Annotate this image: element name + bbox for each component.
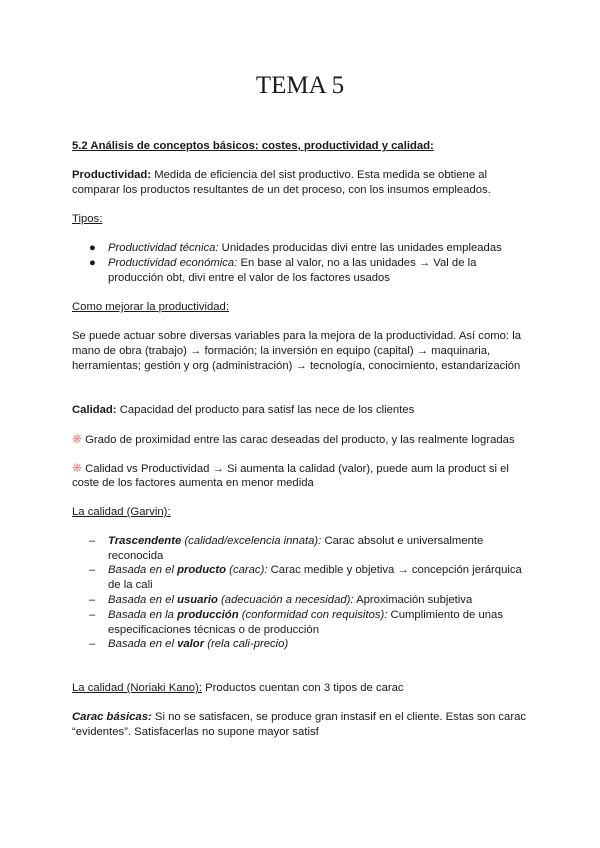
- dash-icon: –: [89, 609, 96, 621]
- tipo-text: Unidades producidas divi entre las unidades empleadas: [218, 242, 502, 254]
- garvin-qualifier: (carac):: [226, 564, 268, 576]
- basicas-line1: Si no se satisfacen, se produce gran instasif en el cliente. Estas son carac: [151, 711, 527, 723]
- section-heading: 5.2 Análisis de conceptos básicos: costes, productividad y calidad:: [72, 140, 434, 152]
- garvin-qualifier: (calidad/excelencia innata):: [181, 535, 322, 547]
- basicas-definition: [72, 710, 526, 725]
- garvin-qualifier: (adecuación a necesidad):: [217, 594, 354, 606]
- bullet-icon: ●: [89, 242, 96, 254]
- mejorar-heading: Como mejorar la productividad:: [72, 301, 229, 313]
- garvin-heading: La calidad (Garvin):: [72, 506, 171, 518]
- calidad-note: [72, 461, 509, 477]
- bullet-icon: ●: [89, 257, 96, 269]
- calidad-note-text: Calidad vs Productividad → Si aumenta la calidad (valor), puede aum la product si el: [85, 463, 509, 475]
- page-title: TEMA 5: [255, 72, 345, 99]
- basicas-line2: “evidentes”. Satisfacerlas no supone mayor satisf: [72, 726, 319, 738]
- calidad-note: [72, 432, 515, 448]
- kano-heading: La calidad (Noriaki Kano):: [72, 682, 202, 694]
- garvin-text: Aproximación subjetiva: [353, 594, 473, 606]
- garvin-text: Cumplimiento de unas: [387, 609, 503, 621]
- productividad-definition: [72, 168, 487, 183]
- list-item-continuation: producción obt, divi entre el valor de los factores usados: [108, 272, 390, 284]
- tipos-heading: Tipos:: [72, 213, 103, 225]
- list-item: [108, 534, 483, 549]
- calidad-text: Capacidad del producto para satisf las nece de los clientes: [116, 404, 415, 416]
- kano-text: Productos cuentan con 3 tipos de carac: [201, 682, 404, 694]
- list-item-continuation: reconocida: [108, 550, 164, 562]
- calidad-note-continuation: coste de los factores aumenta en menor medida: [72, 477, 314, 489]
- list-item-continuation: especificaciones técnicas o de producción: [108, 624, 320, 636]
- productividad-line1: Medida de eficiencia del sist productivo. Esta medida se obtiene al: [151, 169, 488, 181]
- dash-icon: –: [89, 638, 96, 650]
- calidad-note-text: Grado de proximidad entre las carac deseadas del producto, y las realmente logradas: [85, 434, 515, 446]
- list-item: [108, 593, 472, 608]
- list-item: [108, 563, 522, 578]
- garvin-text: Carac absolut e universalmente: [321, 535, 484, 547]
- garvin-term: Trascendente: [108, 535, 182, 547]
- calidad-definition: [72, 403, 414, 418]
- garvin-text: Carac medible y objetiva → concepción jerárquica: [267, 564, 522, 576]
- kano-line: [72, 681, 404, 696]
- tipo-label: Productividad económica:: [108, 257, 238, 269]
- garvin-prefix: Basada en la: [108, 609, 178, 621]
- productividad-term: Productividad:: [72, 169, 152, 181]
- dash-icon: –: [89, 535, 96, 547]
- star-icon: ❋: [72, 432, 83, 446]
- basicas-term: Carac básicas:: [72, 711, 152, 723]
- garvin-prefix: Basada en el: [108, 594, 178, 606]
- dash-icon: –: [89, 594, 96, 606]
- mejorar-line: mano de obra (trabajo) → formación; la inversión en equipo (capital) → maquinaria,: [72, 345, 491, 357]
- garvin-term: producción: [177, 609, 239, 621]
- star-icon: ❋: [72, 461, 83, 475]
- garvin-term: producto: [177, 564, 227, 576]
- list-item: [108, 256, 476, 271]
- dash-icon: –: [89, 564, 96, 576]
- list-item-continuation: de la cali: [108, 579, 153, 591]
- garvin-term: valor: [177, 638, 205, 650]
- garvin-qualifier: (rela cali-precio): [204, 638, 289, 650]
- garvin-qualifier: (conformidad con requisitos):: [238, 609, 388, 621]
- list-item: [108, 608, 503, 623]
- productividad-line2: comparar los productos resultantes de un det proceso, con los insumos empleados.: [72, 184, 491, 196]
- mejorar-line: herramientas; gestión y org (administración) → tecnología, conocimiento, estandarización: [72, 360, 521, 372]
- list-item: [108, 241, 502, 256]
- calidad-term: Calidad:: [72, 404, 117, 416]
- mejorar-line: Se puede actuar sobre diversas variables para la mejora de la productividad. Así como: la: [72, 330, 521, 342]
- garvin-term: usuario: [177, 594, 218, 606]
- garvin-prefix: Basada en el: [108, 638, 178, 650]
- tipo-label: Productividad técnica:: [108, 242, 219, 254]
- tipo-text: En base al valor, no a las unidades → Val de la: [237, 257, 477, 269]
- list-item: [108, 637, 288, 652]
- garvin-prefix: Basada en el: [108, 564, 178, 576]
